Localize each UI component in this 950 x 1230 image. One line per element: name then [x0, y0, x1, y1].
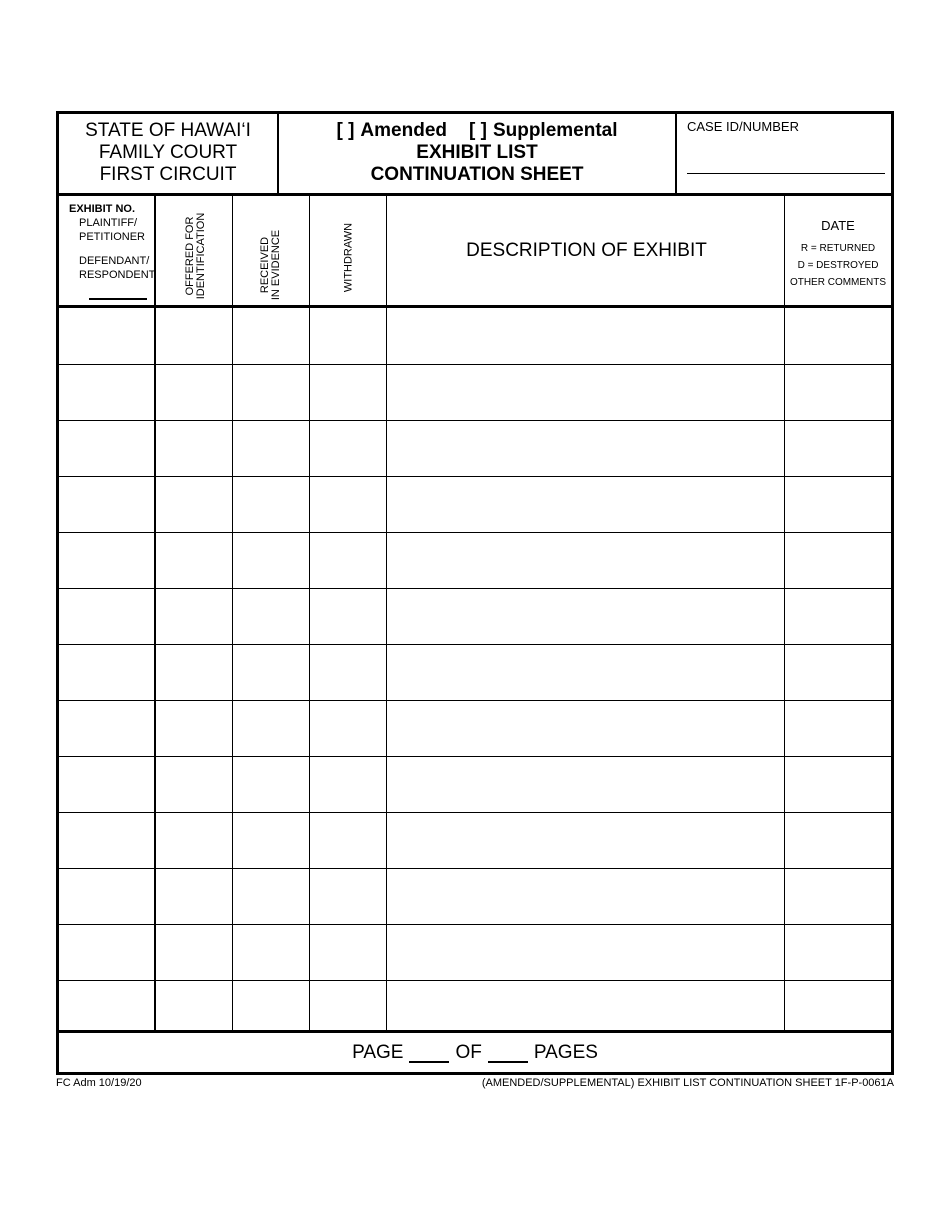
- exhibit-list-form: [56, 111, 894, 1075]
- page-count-footer: [59, 1030, 891, 1072]
- exhibit-row[interactable]: [59, 812, 891, 868]
- form-identifier: (AMENDED/SUPPLEMENTAL) EXHIBIT LIST CONTINUATION SHEET 1F-P-0061A: [481, 1077, 894, 1089]
- returned-legend: R = RETURNED: [800, 243, 876, 254]
- of-label: OF: [455, 1041, 482, 1063]
- exhibit-row[interactable]: [59, 868, 891, 924]
- supplemental-label: Supplemental: [492, 120, 618, 141]
- exhibit-row[interactable]: [59, 532, 891, 588]
- exhibit-no-header: [69, 202, 155, 304]
- page-number-field[interactable]: [409, 1043, 449, 1063]
- respondent-label: RESPONDENT: [79, 269, 156, 281]
- withdrawn-header: WITHDRAWN: [342, 222, 355, 293]
- plaintiff-label: PLAINTIFF/: [79, 217, 138, 229]
- defendant-label: DEFENDANT/: [79, 255, 150, 267]
- exhibit-row[interactable]: [59, 364, 891, 420]
- exhibit-row[interactable]: [59, 756, 891, 812]
- page-label: PAGE: [352, 1041, 404, 1063]
- exhibit-no-blank: [89, 298, 147, 300]
- date-header: [785, 196, 891, 305]
- case-id-block: [675, 114, 891, 193]
- case-id-field[interactable]: [687, 173, 885, 174]
- court-state: STATE OF HAWAI‘I: [85, 120, 251, 141]
- exhibit-row[interactable]: [59, 980, 891, 1036]
- exhibit-row[interactable]: [59, 588, 891, 644]
- court-circuit: FIRST CIRCUIT: [99, 164, 237, 185]
- offered-header: OFFERED FOR IDENTIFICATION: [184, 212, 207, 300]
- form-title: [279, 114, 675, 193]
- exhibit-row[interactable]: [59, 476, 891, 532]
- title-continuation: CONTINUATION SHEET: [370, 164, 584, 185]
- other-comments-legend: OTHER COMMENTS: [789, 277, 887, 288]
- exhibit-row[interactable]: [59, 644, 891, 700]
- exhibit-row[interactable]: [59, 308, 891, 364]
- amended-checkbox[interactable]: [ ]: [336, 120, 355, 141]
- supplemental-checkbox[interactable]: [ ]: [469, 120, 487, 141]
- court-type: FAMILY COURT: [98, 142, 238, 163]
- court-name-block: [59, 114, 279, 193]
- column-header-row: [59, 196, 891, 308]
- form-header: [59, 114, 891, 196]
- case-id-label: CASE ID/NUMBER: [687, 119, 799, 134]
- description-header: DESCRIPTION OF EXHIBIT: [466, 239, 707, 261]
- exhibit-row[interactable]: [59, 924, 891, 980]
- exhibit-no-title: EXHIBIT NO.: [69, 203, 136, 215]
- pages-label: PAGES: [533, 1041, 598, 1063]
- exhibit-row[interactable]: [59, 700, 891, 756]
- received-header: RECEIVED IN EVIDENCE: [259, 229, 282, 301]
- petitioner-label: PETITIONER: [79, 231, 146, 243]
- date-title: DATE: [821, 218, 855, 233]
- total-pages-field[interactable]: [488, 1043, 528, 1063]
- destroyed-legend: D = DESTROYED: [797, 260, 879, 271]
- title-exhibit-list: EXHIBIT LIST: [416, 142, 538, 163]
- exhibit-row[interactable]: [59, 420, 891, 476]
- amended-label: Amended: [360, 120, 447, 141]
- form-revision: FC Adm 10/19/20: [56, 1077, 142, 1089]
